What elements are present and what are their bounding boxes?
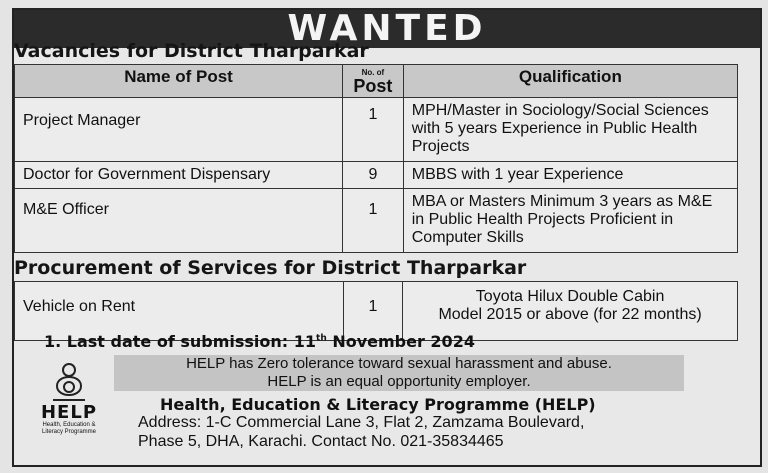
tolerance-line2: HELP is an equal opportunity employer. — [267, 373, 531, 390]
header-no-of: No. of — [361, 68, 385, 77]
organization-name: Health, Education & Literacy Programme (HELP) — [160, 395, 596, 414]
header-post: Post — [353, 76, 393, 96]
header-post-name: Name of Post — [15, 65, 343, 98]
post-name-cell: M&E Officer — [15, 189, 343, 253]
service-detail-line1: Toyota Hilux Double Cabin — [475, 288, 665, 305]
table-header-row — [15, 65, 738, 98]
table-row — [15, 162, 738, 189]
header-post-count — [343, 65, 404, 98]
section-title-vacancies: Vacancies for District Tharparkar — [14, 40, 369, 62]
tolerance-notice — [114, 355, 684, 391]
vacancies-table — [14, 64, 738, 253]
logo-text: HELP — [40, 402, 98, 423]
post-count-cell: 9 — [343, 162, 404, 189]
qualification-cell: MBBS with 1 year Experience — [403, 162, 737, 189]
deadline-note — [44, 332, 475, 351]
address-line2: Phase 5, DHA, Karachi. Contact No. 021-35834465 — [138, 433, 504, 450]
service-detail-line2: Model 2015 or above (for 22 months) — [438, 306, 702, 323]
logo-subtext-1: Health, Education & — [42, 422, 96, 428]
section-title-procurement: Procurement of Services for District Tharparkar — [14, 257, 527, 279]
wanted-banner: WANTED — [14, 10, 760, 48]
header-qualification: Qualification — [403, 65, 737, 98]
address-line1: Address: 1-C Commercial Lane 3, Flat 2, Zamzama Boulevard, — [138, 414, 585, 431]
post-count-cell: 1 — [343, 189, 404, 253]
deadline-month: November 2024 — [326, 332, 475, 351]
deadline-suffix-ordinal: th — [316, 333, 327, 344]
post-name-cell: Doctor for Government Dispensary — [15, 162, 343, 189]
tolerance-line1: HELP has Zero tolerance toward sexual harassment and abuse. — [186, 355, 612, 372]
post-count-cell: 1 — [343, 98, 404, 162]
service-count-cell: 1 — [343, 282, 402, 341]
post-name-cell: Project Manager — [15, 98, 343, 162]
help-emblem-icon — [47, 360, 91, 404]
logo-subtext-2: Literacy Programme — [41, 429, 97, 435]
address-block — [138, 413, 728, 451]
service-name-cell: Vehicle on Rent — [15, 282, 344, 341]
qualification-cell: MBA or Masters Minimum 3 years as M&E in Public Health Projects Proficient in Computer Skills — [403, 189, 737, 253]
table-row — [15, 98, 738, 162]
help-logo — [24, 360, 114, 452]
qualification-cell: MPH/Master in Sociology/Social Sciences with 5 years Experience in Public Health Projects — [403, 98, 737, 162]
table-row — [15, 189, 738, 253]
deadline-prefix: 1. Last date of submission: 11 — [44, 332, 317, 351]
